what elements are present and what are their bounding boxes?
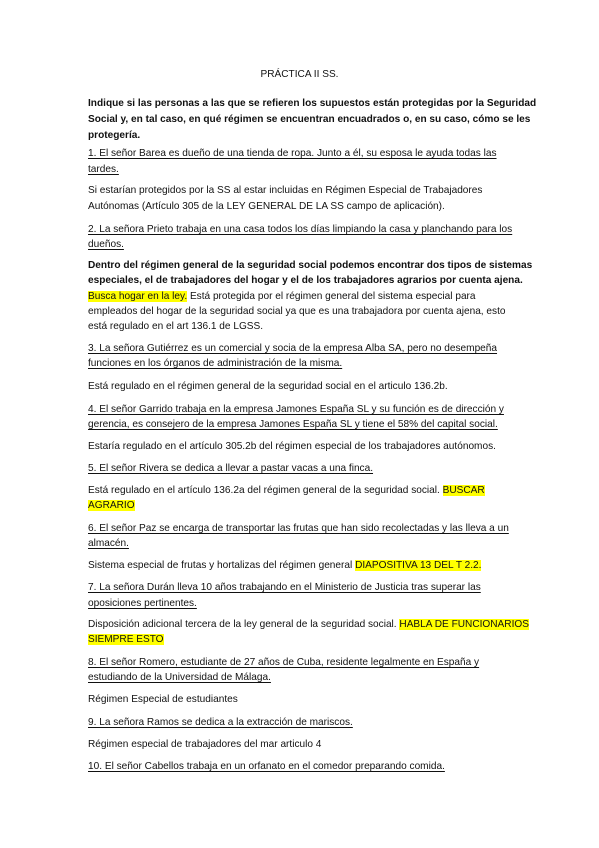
- question-6-line-2: almacén.: [88, 538, 129, 549]
- answer-7-highlight-1: HABLA DE FUNCIONARIOS: [399, 619, 529, 630]
- answer-7-line-2: [88, 632, 164, 648]
- answer-7-highlight-2: SIEMPRE ESTO: [88, 634, 164, 645]
- question-3-line-1: 3. La señora Gutiérrez es un comercial y socia de la empresa Alba SA, pero no desempeña: [88, 343, 498, 354]
- question-5: 5. El señor Rivera se dedica a llevar a pastar vacas a una finca.: [88, 463, 374, 474]
- question-8-line-2: estudiando de la Universidad de Málaga.: [88, 672, 271, 683]
- question-10: 10. El señor Cabellos trabaja en un orfanato en el comedor preparando comida.: [88, 761, 445, 772]
- question-4-line-2: gerencia, es consejero de la empresa Jamones España SL y tiene el 58% del capital social.: [88, 419, 498, 430]
- question-7-line-2: oposiciones pertinentes.: [88, 598, 197, 609]
- answer-5-text: Está regulado en el artículo 136.2a del régimen general de la seguridad social.: [88, 485, 443, 496]
- answer-1-line-1: Si estarían protegidos por la SS al estar incluidas en Régimen Especial de Trabajadores: [88, 185, 483, 196]
- intro-line-2: Social y, en tal caso, en qué régimen se encuentran encuadrados o, en su caso, cómo se les: [88, 114, 531, 125]
- answer-5-highlight-2: AGRARIO: [88, 500, 135, 511]
- intro-line-1: Indique si las personas a las que se refieren los supuestos están protegidas por la Seguridad: [88, 98, 537, 109]
- question-7-line-1: 7. La señora Durán lleva 10 años trabajando en el Ministerio de Justicia tras superar las: [88, 582, 481, 593]
- answer-2-bold-line-2: especiales, el de trabajadores del hogar y el de los trabajadores agrarios por cuenta ajena.: [88, 275, 523, 286]
- question-6-line-1: 6. El señor Paz se encarga de transportar las frutas que han sido recolectadas y las lleva a un: [88, 523, 509, 534]
- question-8-line-1: 8. El señor Romero, estudiante de 27 años de Cuba, residente legalmente en España y: [88, 657, 480, 668]
- answer-2-highlight: Busca hogar en la ley.: [88, 291, 188, 302]
- answer-7-text: Disposición adicional tercera de la ley general de la seguridad social.: [88, 619, 400, 630]
- answer-8: Régimen Especial de estudiantes: [88, 694, 238, 705]
- answer-1-line-2: Autónomas (Artículo 305 de la LEY GENERAL DE LA SS campo de aplicación).: [88, 201, 445, 212]
- answer-3: Está regulado en el régimen general de la seguridad social en el articulo 136.2b.: [88, 381, 448, 392]
- answer-6-text: Sistema especial de frutas y hortalizas del régimen general: [88, 560, 356, 571]
- answer-2-line-4: empleados del hogar de la seguridad social ya que es una trabajadora por cuenta ajena, esto: [88, 306, 506, 317]
- answer-2-rest-first: Está protegida por el régimen general del sistema especial para: [187, 291, 476, 302]
- answer-5-highlight-1: BUSCAR: [442, 485, 485, 496]
- answer-5-line-1: [88, 483, 485, 499]
- question-9: 9. La señora Ramos se dedica a la extracción de mariscos.: [88, 717, 353, 728]
- question-2-line-2: dueños.: [88, 239, 124, 250]
- question-1-line-2: tardes.: [88, 164, 119, 175]
- answer-4: Estaría regulado en el artículo 305.2b del régimen especial de los trabajadores autónomos.: [88, 441, 496, 452]
- answer-2-line-3: [88, 289, 476, 305]
- question-3-line-2: funciones en los órganos de administración de la misma.: [88, 358, 343, 369]
- intro-line-3: protegería.: [88, 130, 141, 141]
- answer-9: Régimen especial de trabajadores del mar articulo 4: [88, 739, 322, 750]
- answer-6-highlight: DIAPOSITIVA 13 DEL T 2.2.: [355, 560, 482, 571]
- page-title: PRÁCTICA II SS.: [260, 69, 339, 80]
- answer-7-line-1: [88, 617, 529, 633]
- answer-2-bold-line-1: Dentro del régimen general de la seguridad social podemos encontrar dos tipos de sistemas: [88, 260, 533, 271]
- answer-6: [88, 558, 481, 574]
- question-4-line-1: 4. El señor Garrido trabaja en la empresa Jamones España SL y su función es de dirección y: [88, 404, 504, 415]
- answer-5-line-2: [88, 498, 135, 514]
- question-1-line-1: 1. El señor Barea es dueño de una tienda de ropa. Junto a él, su esposa le ayuda todas las: [88, 148, 497, 159]
- question-2-line-1: 2. La señora Prieto trabaja en una casa todos los días limpiando la casa y planchando para los: [88, 224, 513, 235]
- answer-2-line-5: está regulado en el art 136.1 de LGSS.: [88, 321, 264, 332]
